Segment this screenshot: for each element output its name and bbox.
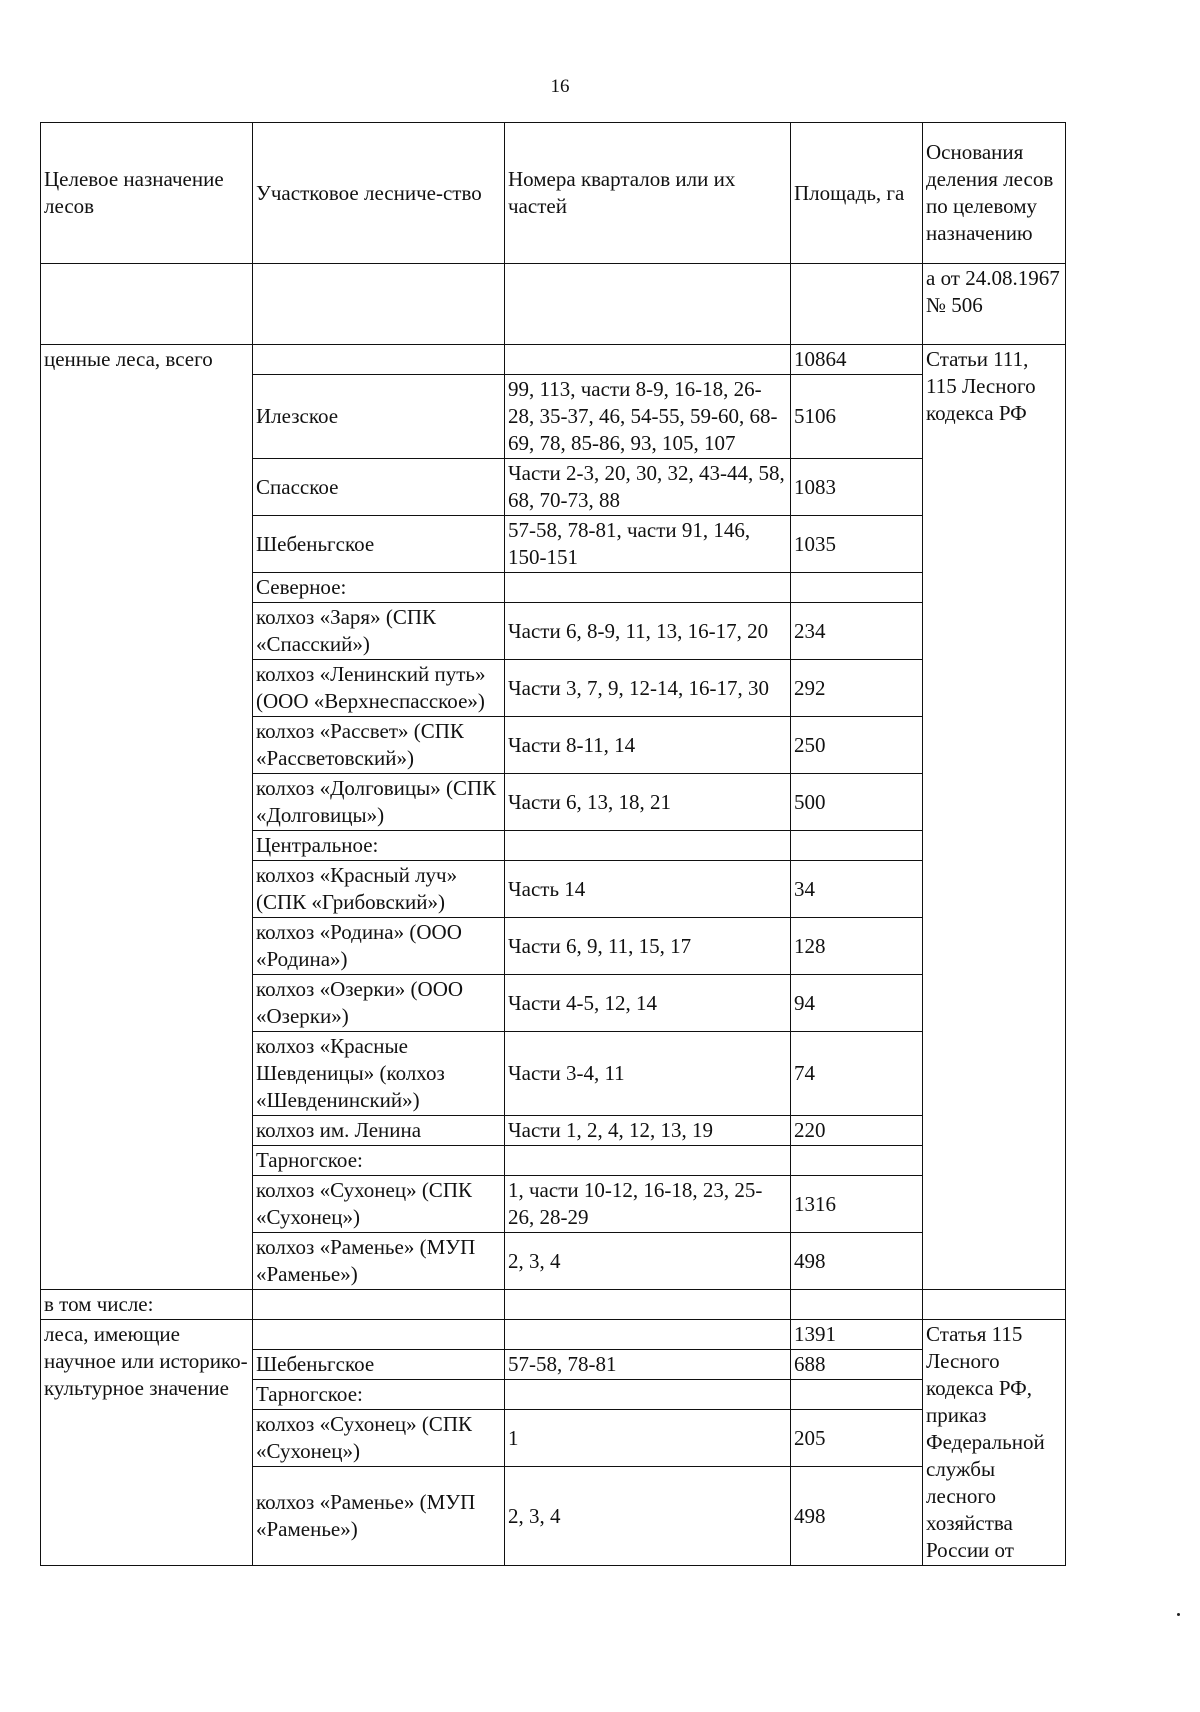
including-row xyxy=(41,1290,1066,1320)
row-area xyxy=(791,1380,923,1410)
cont-quarters xyxy=(505,264,791,345)
row-quarters: Части 3-4, 11 xyxy=(505,1032,791,1116)
row-area: 234 xyxy=(791,603,923,660)
continuation-row xyxy=(41,264,1066,345)
cont-forestry xyxy=(253,264,505,345)
cont-area xyxy=(791,264,923,345)
row-area: 250 xyxy=(791,717,923,774)
row-quarters: Части 6, 8-9, 11, 13, 16-17, 20 xyxy=(505,603,791,660)
row-quarters: Части 8-11, 14 xyxy=(505,717,791,774)
row-area xyxy=(791,573,923,603)
header-basis: Основания деления лесов по целевому назначению xyxy=(923,123,1066,264)
scan-dot xyxy=(1177,1613,1180,1616)
row-forestry: колхоз «Сухонец» (СПК «Сухонец») xyxy=(253,1176,505,1233)
row-forestry: колхоз «Ленинский путь» (ООО «Верхнеспасское») xyxy=(253,660,505,717)
valuable-total-quarters xyxy=(505,345,791,375)
page-number: 16 xyxy=(550,76,570,97)
cont-purpose xyxy=(41,264,253,345)
row-area: 220 xyxy=(791,1116,923,1146)
row-area: 94 xyxy=(791,975,923,1032)
header-purpose: Целевое назначение лесов xyxy=(41,123,253,264)
scientific-purpose: леса, имеющие научное или историко-культурное значение xyxy=(41,1320,253,1566)
row-forestry: Шебеньгское xyxy=(253,1350,505,1380)
row-quarters: 1 xyxy=(505,1410,791,1467)
row-forestry: колхоз «Сухонец» (СПК «Сухонец») xyxy=(253,1410,505,1467)
row-area: 205 xyxy=(791,1410,923,1467)
row-quarters: Части 3, 7, 9, 12-14, 16-17, 30 xyxy=(505,660,791,717)
row-forestry: Тарногское: xyxy=(253,1380,505,1410)
row-forestry: колхоз «Озерки» (ООО «Озерки») xyxy=(253,975,505,1032)
row-quarters: Части 1, 2, 4, 12, 13, 19 xyxy=(505,1116,791,1146)
scientific-total-forestry xyxy=(253,1320,505,1350)
row-quarters: 99, 113, части 8-9, 16-18, 26-28, 35-37, 46, 54-55, 59-60, 68-69, 78, 85-86, 93, 105, 107 xyxy=(505,375,791,459)
row-quarters xyxy=(505,1146,791,1176)
row-forestry: Шебеньгское xyxy=(253,516,505,573)
row-area: 1035 xyxy=(791,516,923,573)
row-forestry: колхоз им. Ленина xyxy=(253,1116,505,1146)
row-quarters xyxy=(505,1380,791,1410)
header-forestry: Участковое лесниче-ство xyxy=(253,123,505,264)
inc-quarters xyxy=(505,1290,791,1320)
row-quarters: Часть 14 xyxy=(505,861,791,918)
row-area: 5106 xyxy=(791,375,923,459)
row-quarters: 2, 3, 4 xyxy=(505,1467,791,1566)
row-forestry: колхоз «Красный луч» (СПК «Грибовский») xyxy=(253,861,505,918)
row-area xyxy=(791,1146,923,1176)
row-quarters: Части 6, 9, 11, 15, 17 xyxy=(505,918,791,975)
row-forestry: колхоз «Долговицы» (СПК «Долговицы») xyxy=(253,774,505,831)
row-forestry: Северное: xyxy=(253,573,505,603)
inc-basis xyxy=(923,1290,1066,1320)
row-forestry: Спасское xyxy=(253,459,505,516)
row-quarters: 57-58, 78-81 xyxy=(505,1350,791,1380)
inc-forestry xyxy=(253,1290,505,1320)
row-forestry: колхоз «Родина» (ООО «Родина») xyxy=(253,918,505,975)
row-quarters: 57-58, 78-81, части 91, 146, 150-151 xyxy=(505,516,791,573)
row-forestry: колхоз «Рассвет» (СПК «Рассветовский») xyxy=(253,717,505,774)
header-area: Площадь, га xyxy=(791,123,923,264)
header-row xyxy=(41,123,1066,264)
row-area: 34 xyxy=(791,861,923,918)
row-forestry: Центральное: xyxy=(253,831,505,861)
scientific-total-quarters xyxy=(505,1320,791,1350)
row-quarters: 2, 3, 4 xyxy=(505,1233,791,1290)
forest-purpose-table xyxy=(40,122,1066,1566)
row-area xyxy=(791,831,923,861)
row-forestry: колхоз «Раменье» (МУП «Раменье») xyxy=(253,1233,505,1290)
row-quarters: Части 2-3, 20, 30, 32, 43-44, 58, 68, 70-73, 88 xyxy=(505,459,791,516)
scientific-total-area: 1391 xyxy=(791,1320,923,1350)
valuable-basis: Статьи 111, 115 Лесного кодекса РФ xyxy=(923,345,1066,1290)
row-forestry: колхоз «Раменье» (МУП «Раменье») xyxy=(253,1467,505,1566)
row-forestry: колхоз «Красные Шевденицы» (колхоз «Шевденинский») xyxy=(253,1032,505,1116)
row-quarters xyxy=(505,831,791,861)
header-quarters: Номера кварталов или их частей xyxy=(505,123,791,264)
row-area: 498 xyxy=(791,1467,923,1566)
row-area: 1083 xyxy=(791,459,923,516)
row-area: 128 xyxy=(791,918,923,975)
row-quarters: 1, части 10-12, 16-18, 23, 25-26, 28-29 xyxy=(505,1176,791,1233)
row-area: 498 xyxy=(791,1233,923,1290)
row-forestry: Тарногское: xyxy=(253,1146,505,1176)
row-quarters: Части 6, 13, 18, 21 xyxy=(505,774,791,831)
valuable-total-forestry xyxy=(253,345,505,375)
valuable-total-area: 10864 xyxy=(791,345,923,375)
including-label: в том числе: xyxy=(41,1290,253,1320)
row-quarters xyxy=(505,573,791,603)
scientific-basis: Статья 115 Лесного кодекса РФ, приказ Федеральной службы лесного хозяйства России от xyxy=(923,1320,1066,1566)
row-forestry: Илезское xyxy=(253,375,505,459)
row-area: 74 xyxy=(791,1032,923,1116)
row-area: 292 xyxy=(791,660,923,717)
cont-basis: а от 24.08.1967 № 506 xyxy=(923,264,1066,345)
table-body xyxy=(41,123,1066,1566)
valuable-purpose: ценные леса, всего xyxy=(41,345,253,1290)
row-area: 688 xyxy=(791,1350,923,1380)
row-area: 1316 xyxy=(791,1176,923,1233)
row-forestry: колхоз «Заря» (СПК «Спасский») xyxy=(253,603,505,660)
inc-area xyxy=(791,1290,923,1320)
valuable-total-row xyxy=(41,345,1066,375)
row-quarters: Части 4-5, 12, 14 xyxy=(505,975,791,1032)
row-area: 500 xyxy=(791,774,923,831)
scientific-total-row xyxy=(41,1320,1066,1350)
